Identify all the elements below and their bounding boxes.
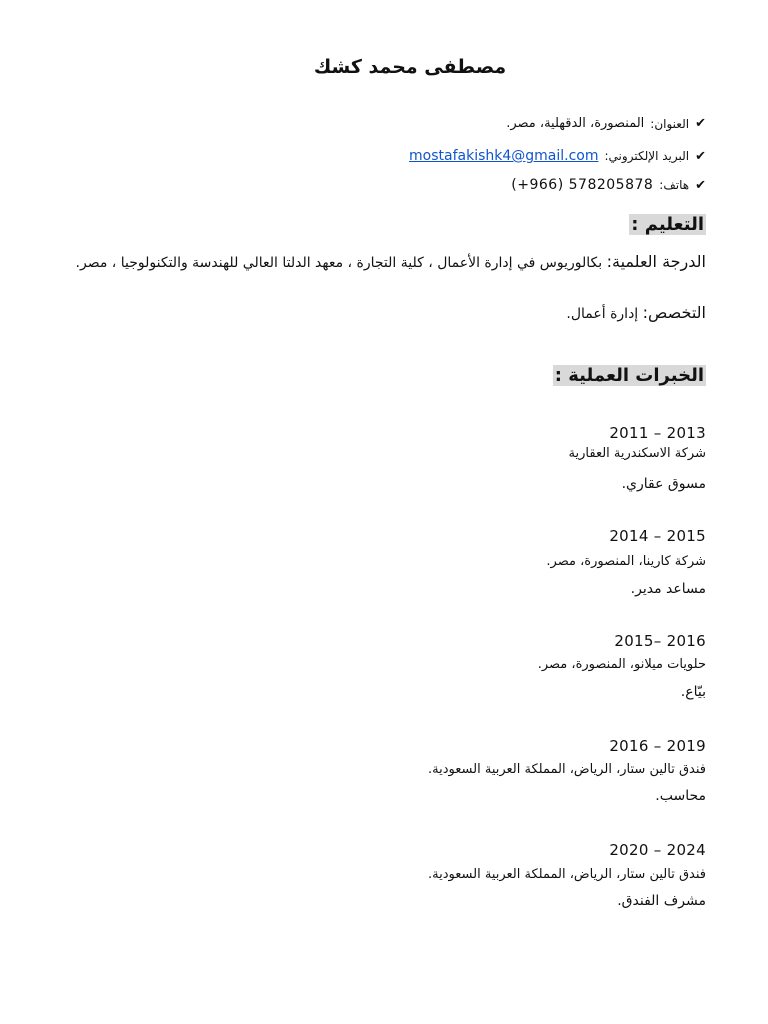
specialization-value: إدارة أعمال.	[566, 306, 639, 322]
email-link[interactable]: mostafakishk4@gmail.com	[409, 148, 599, 164]
experience-company: حلويات ميلانو، المنصورة، مصر.	[537, 657, 706, 672]
education-heading: التعليم :	[631, 214, 704, 235]
experience-company: شركة كارينا، المنصورة، مصر.	[546, 554, 706, 569]
experience-years: 2015– 2016	[614, 632, 706, 650]
degree-value: بكالوريوس في إدارة الأعمال ، كلية التجارة ، معهد الدلتا العالي للهندسة والتكنولوجيا ، مصر.	[75, 255, 603, 271]
phone-line	[511, 177, 706, 193]
degree-label: الدرجة العلمية:	[606, 252, 706, 271]
specialization-line	[566, 303, 706, 322]
candidate-name: مصطفى محمد كشك	[313, 56, 507, 78]
phone-value: (+966) 578205878	[511, 177, 654, 193]
experience-role: بيّاع.	[680, 684, 706, 700]
email-line	[409, 148, 706, 164]
experience-heading: الخبرات العملية :	[554, 365, 704, 386]
experience-years: 2011 – 2013	[609, 424, 706, 442]
check-icon: ✔	[695, 116, 706, 131]
experience-years: 2020 – 2024	[609, 841, 706, 859]
address-value: المنصورة، الدقهلية، مصر.	[506, 116, 645, 131]
experience-role: محاسب.	[655, 788, 706, 804]
phone-label: هاتف:	[659, 178, 690, 192]
experience-role: مسوق عقاري.	[621, 476, 706, 492]
experience-company: فندق تالين ستار، الرياض، المملكة العربية السعودية.	[428, 762, 706, 777]
experience-company: فندق تالين ستار، الرياض، المملكة العربية السعودية.	[428, 867, 706, 882]
check-icon: ✔	[695, 148, 706, 164]
address-label: العنوان:	[650, 116, 690, 131]
experience-years: 2016 – 2019	[609, 737, 706, 755]
email-label: البريد الإلكتروني:	[604, 149, 690, 163]
check-icon: ✔	[695, 177, 706, 193]
specialization-label: التخصص:	[642, 303, 706, 322]
experience-company: شركة الاسكندرية العقارية	[568, 446, 706, 461]
address-line	[506, 116, 706, 131]
experience-role: مشرف الفندق.	[617, 893, 706, 909]
experience-role: مساعد مدير.	[630, 581, 706, 597]
degree-line	[46, 252, 706, 273]
experience-years: 2014 – 2015	[609, 527, 706, 545]
